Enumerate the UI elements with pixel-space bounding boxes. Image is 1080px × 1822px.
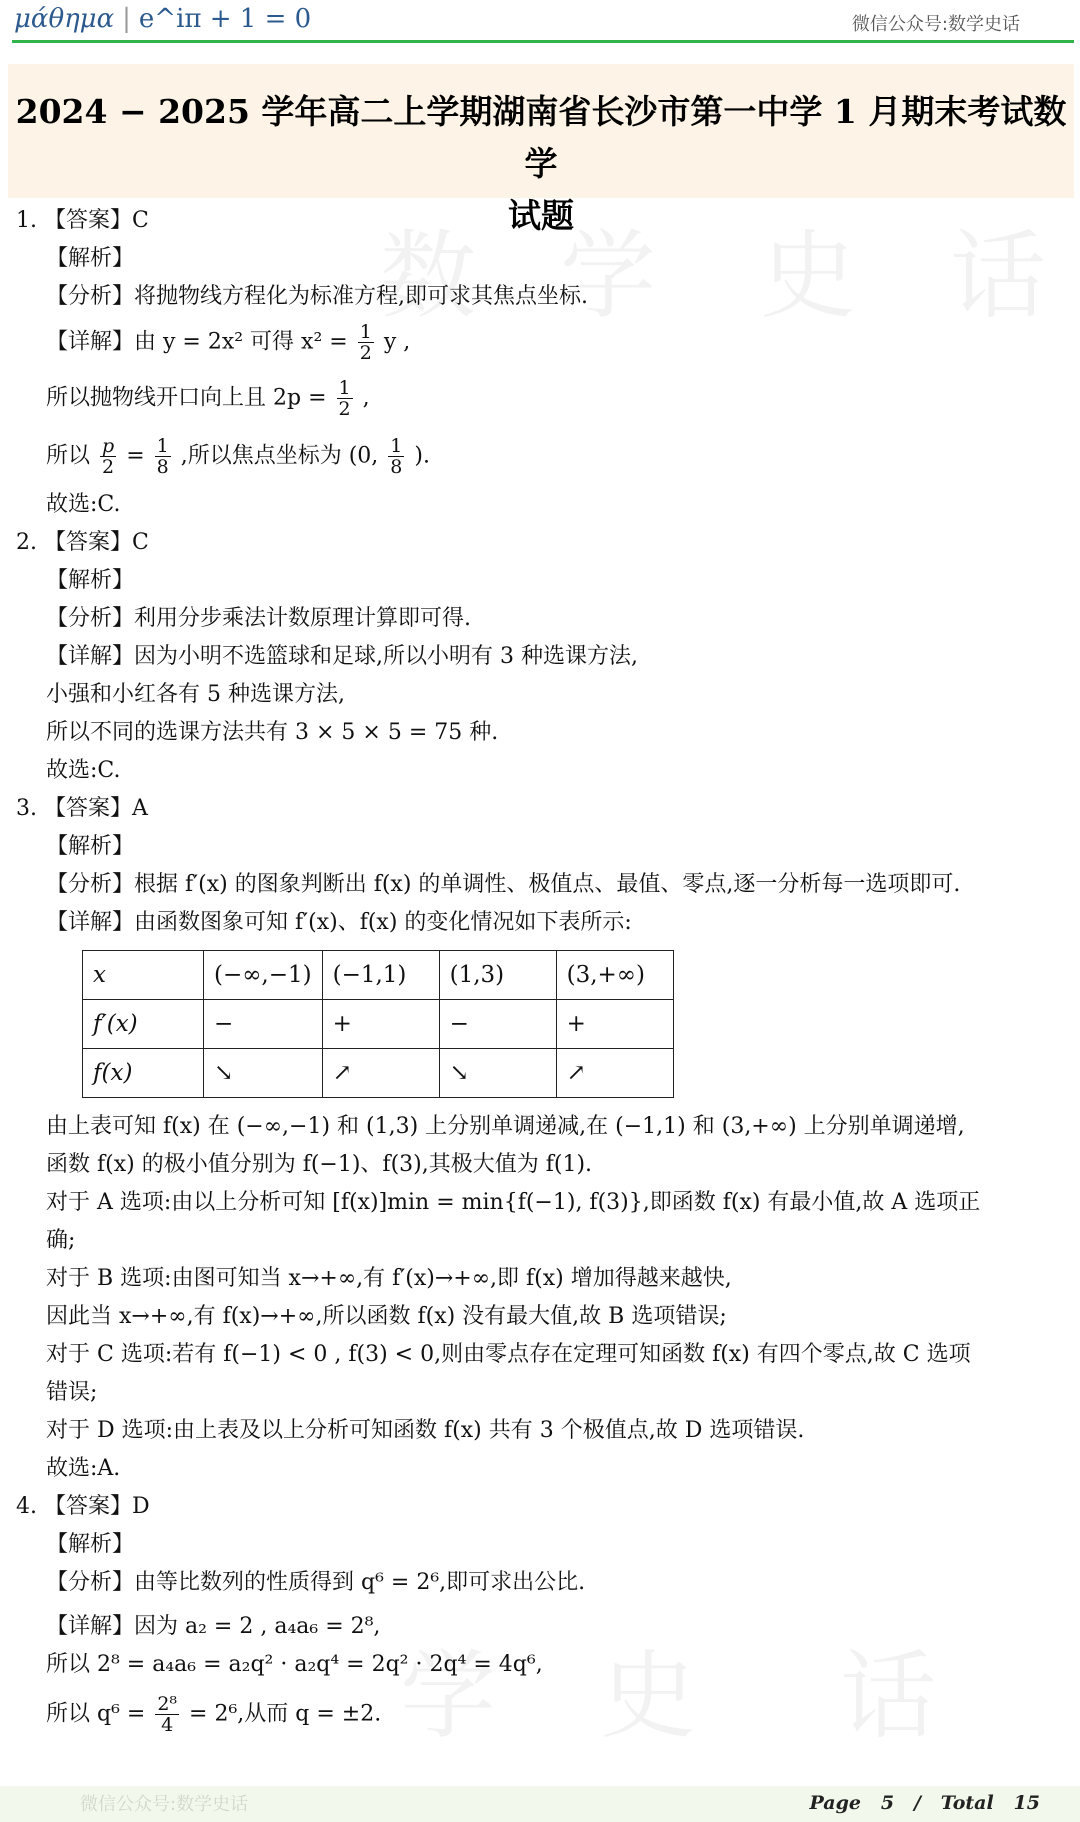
- table-row: [83, 951, 674, 1000]
- denominator: 2: [102, 456, 115, 478]
- title-line-1: 2024 − 2025 学年高二上学期湖南省长沙市第一中学 1 月期末考试数学: [15, 92, 1067, 183]
- section-label: 【解析】: [46, 834, 135, 859]
- detail-line: 【详解】因为 a₂ = 2 , a₄a₆ = 2⁸,: [46, 1614, 381, 1639]
- denominator: 4: [161, 1714, 174, 1736]
- detail-text: =: [126, 443, 145, 469]
- detail-line: 对于 A 选项:由以上分析可知 [f(x)]min = min{f(−1), f(3)},即函数 f(x) 有最小值,故 A 选项正: [46, 1190, 981, 1215]
- answer-line: 4. 【答案】D: [16, 1494, 150, 1519]
- table-cell: ↘: [439, 1049, 556, 1098]
- detail-line: [46, 436, 430, 477]
- choice-line: 故选:C.: [46, 758, 121, 783]
- total-number: 15: [1013, 1792, 1040, 1814]
- table-cell: ↘: [204, 1049, 323, 1098]
- numerator: 1: [390, 435, 403, 457]
- detail-line: 【详解】因为小明不选篮球和足球,所以小明有 3 种选课方法,: [46, 644, 638, 669]
- detail-line: 【详解】由函数图象可知 f′(x)、f(x) 的变化情况如下表所示:: [46, 910, 632, 935]
- table-row: [83, 1049, 674, 1098]
- page-label: Page: [809, 1792, 861, 1814]
- detail-text: y ,: [383, 329, 411, 355]
- watermark-char: 学: [400, 1640, 496, 1752]
- watermark-char: 数: [380, 220, 476, 332]
- denominator: 8: [156, 456, 169, 478]
- analysis-line: 【分析】将抛物线方程化为标准方程,即可求其焦点坐标.: [46, 284, 588, 309]
- numerator: 2⁸: [157, 1693, 178, 1715]
- header-divider: [12, 40, 1074, 43]
- detail-text: ).: [414, 443, 430, 469]
- page-indicator: [810, 1792, 1040, 1814]
- table-row: [83, 1000, 674, 1049]
- total-label: Total: [940, 1792, 994, 1814]
- detail-text: 所以: [46, 443, 91, 469]
- section-label: 【解析】: [46, 1532, 135, 1557]
- variation-table: [82, 950, 674, 1098]
- table-cell: +: [322, 1000, 439, 1049]
- detail-line: 对于 B 选项:由图可知当 x→+∞,有 f′(x)→+∞,即 f(x) 增加得越来越快,: [46, 1266, 732, 1291]
- page-slash: /: [913, 1792, 921, 1814]
- section-label: 【解析】: [46, 246, 135, 271]
- detail-line: 由上表可知 f(x) 在 (−∞,−1) 和 (1,3) 上分别单调递减,在 (−1,1) 和 (3,+∞) 上分别单调递增,: [46, 1114, 965, 1139]
- numerator: 1: [338, 377, 351, 399]
- denominator: 8: [390, 456, 403, 478]
- detail-line: [46, 1694, 381, 1735]
- detail-line: 因此当 x→+∞,有 f(x)→+∞,所以函数 f(x) 没有最大值,故 B 选项错误;: [46, 1304, 727, 1329]
- fraction: [388, 436, 404, 477]
- detail-line: 所以不同的选课方法共有 3 × 5 × 5 = 75 种.: [46, 720, 499, 745]
- detail-line: 小强和小红各有 5 种选课方法,: [46, 682, 345, 707]
- fraction: [155, 436, 171, 477]
- detail-line: 所以 2⁸ = a₄a₆ = a₂q² · a₂q⁴ = 2q² · 2q⁴ = 4q⁶,: [46, 1652, 543, 1677]
- page-title: [8, 86, 1074, 242]
- page-number: 5: [880, 1792, 895, 1814]
- choice-line: 故选:C.: [46, 492, 121, 517]
- fraction: [358, 322, 374, 363]
- brand-logo: [14, 4, 311, 34]
- detail-text: 所以抛物线开口向上且 2p =: [46, 385, 327, 411]
- table-cell: +: [556, 1000, 673, 1049]
- table-cell: −: [204, 1000, 323, 1049]
- fraction: [155, 1694, 179, 1735]
- fraction: [337, 378, 353, 419]
- section-label: 【解析】: [46, 568, 135, 593]
- analysis-line: 【分析】由等比数列的性质得到 q⁶ = 2⁶,即可求出公比.: [46, 1570, 586, 1595]
- brand-greek: μάθημα: [14, 4, 115, 34]
- table-cell: ↗: [556, 1049, 673, 1098]
- table-cell: (−1,1): [322, 951, 439, 1000]
- detail-line: [46, 378, 370, 419]
- answer-line: 3. 【答案】A: [16, 796, 148, 821]
- brand-separator: |: [122, 4, 131, 34]
- choice-line: 故选:A.: [46, 1456, 121, 1481]
- detail-text: ,所以焦点坐标为 (0,: [180, 443, 379, 469]
- table-cell: (−∞,−1): [204, 951, 323, 1000]
- table-cell: (3,+∞): [556, 951, 673, 1000]
- detail-line: 函数 f(x) 的极小值分别为 f(−1)、f(3),其极大值为 f(1).: [46, 1152, 593, 1177]
- page-header: [0, 0, 1080, 44]
- table-cell: x: [83, 951, 204, 1000]
- table-cell: (1,3): [439, 951, 556, 1000]
- answer-line: 1. 【答案】C: [16, 208, 149, 233]
- title-line-2: 试题: [508, 196, 574, 235]
- fraction: [100, 436, 116, 477]
- watermark-char: 学: [560, 220, 656, 332]
- detail-text: 【详解】由 y = 2x² 可得 x² =: [46, 329, 348, 355]
- watermark-char: 史: [760, 220, 856, 332]
- page-footer: [0, 1786, 1080, 1822]
- account-name: 微信公众号:数学史话: [851, 14, 1020, 35]
- watermark-char: 史: [600, 1640, 696, 1752]
- detail-text: = 2⁶,从而 q = ±2.: [189, 1701, 382, 1727]
- numerator: 1: [359, 321, 372, 343]
- footer-account: 微信公众号:数学史话: [80, 1794, 249, 1815]
- detail-line: 对于 D 选项:由上表及以上分析可知函数 f(x) 共有 3 个极值点,故 D 选项错误.: [46, 1418, 805, 1443]
- numerator: 1: [156, 435, 169, 457]
- table-cell: −: [439, 1000, 556, 1049]
- denominator: 2: [338, 398, 351, 420]
- detail-text: 所以 q⁶ =: [46, 1701, 146, 1727]
- table-cell: f′(x): [83, 1000, 204, 1049]
- detail-line: [46, 322, 410, 363]
- watermark-char: 话: [840, 1640, 936, 1752]
- denominator: 2: [359, 342, 372, 364]
- answer-line: 2. 【答案】C: [16, 530, 149, 555]
- table-cell: f(x): [83, 1049, 204, 1098]
- detail-line: 确;: [46, 1228, 76, 1253]
- brand-formula: e^iπ + 1 = 0: [138, 4, 312, 34]
- detail-line: 对于 C 选项:若有 f(−1) < 0 , f(3) < 0,则由零点存在定理可知函数 f(x) 有四个零点,故 C 选项: [46, 1342, 971, 1367]
- numerator: p: [102, 435, 115, 457]
- table-cell: ↗: [322, 1049, 439, 1098]
- detail-text: ,: [362, 385, 370, 411]
- analysis-line: 【分析】利用分步乘法计数原理计算即可得.: [46, 606, 471, 631]
- detail-line: 错误;: [46, 1380, 98, 1405]
- watermark-char: 话: [950, 220, 1046, 332]
- analysis-line: 【分析】根据 f′(x) 的图象判断出 f(x) 的单调性、极值点、最值、零点,逐一分析每一选项即可.: [46, 872, 961, 897]
